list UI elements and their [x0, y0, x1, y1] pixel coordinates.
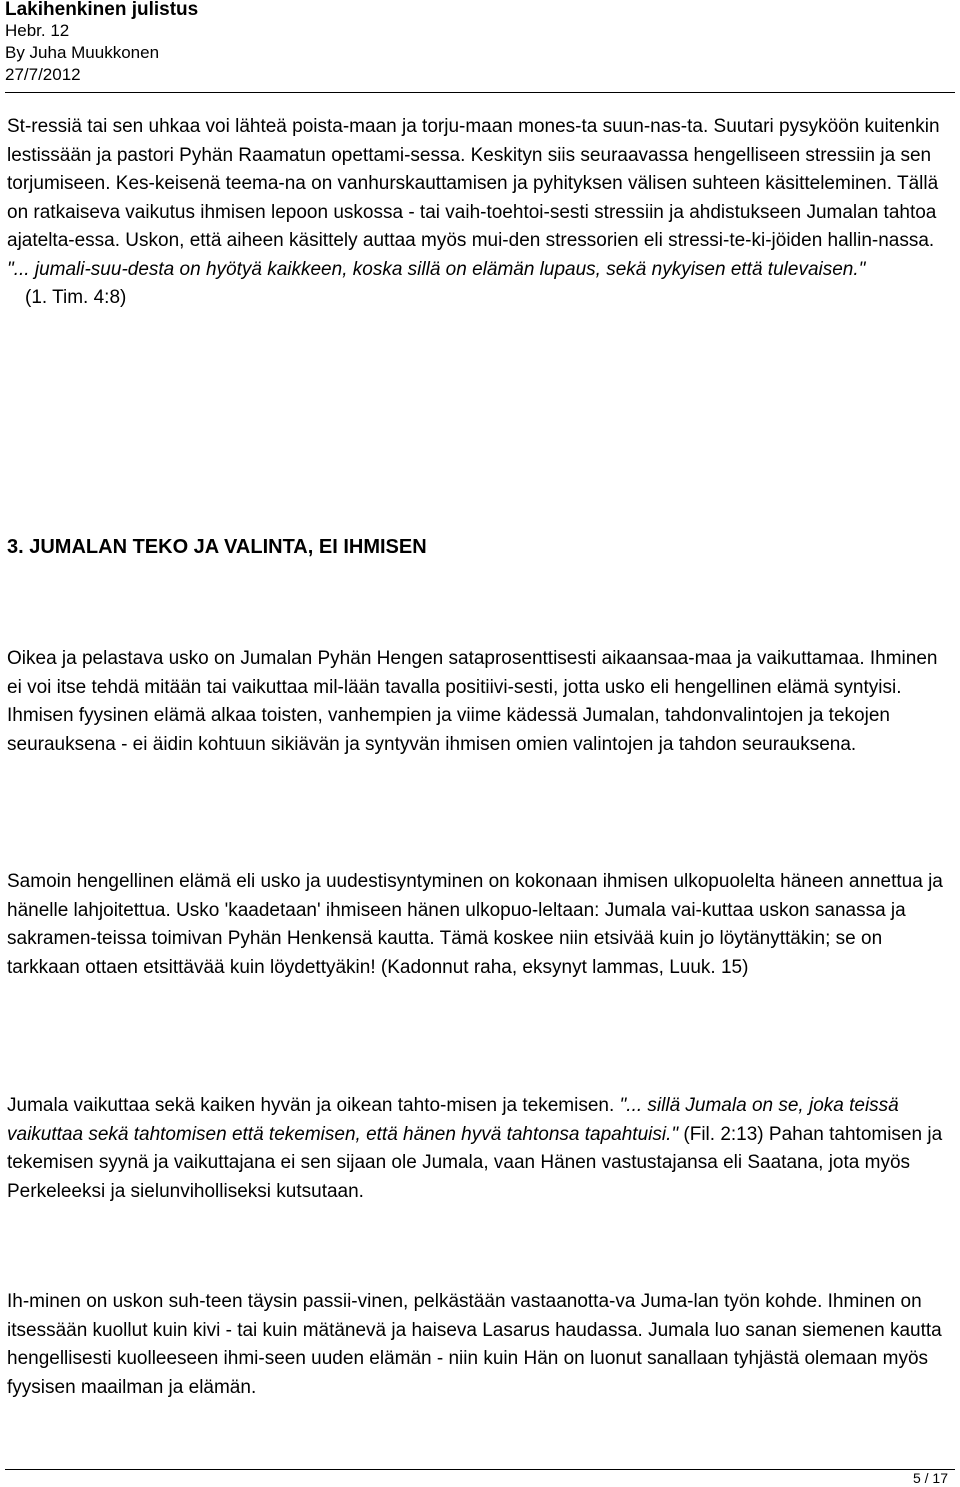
- paragraph-god-works: [7, 1092, 955, 1206]
- document-title: Lakihenkinen julistus: [5, 0, 199, 20]
- paragraph-text: (Fil. 2:13) Pahan tahtomisen ja tekemisen syynä ja vaikuttajana ei sen sijaan ole Jumala, vaan Hänen vastustajansa eli Saatana, jota myös Perkeleeksi ja sielunviholliseksi kutsutaan.: [7, 1123, 943, 1202]
- bible-reference: (1. Tim. 4:8): [25, 287, 127, 308]
- bible-quote: "... sillä Jumala on se, joka teissä vaikuttaa sekä tahtomisen että tekemisen, että hänen hyvä tahtonsa tapahtuisi.": [7, 1095, 899, 1145]
- scripture-reference: Hebr. 12: [5, 21, 70, 40]
- paragraph-text: Jumala vaikuttaa sekä kaiken hyvän ja oikean tahto-misen ja tekemisen.: [7, 1095, 620, 1116]
- paragraph-human-passive: Ih-minen on uskon suh-teen täysin passii-vinen, pelkästään vastaanotta-va Juma-lan työn kohde. Ihminen on itsessään kuollut kuin kivi - tai kuin mätänevä ja haiseva Lasarus haudassa. Jumala luo sanan siemenen kautta hengellisesti kuolleeseen ihmi-seen uuden elämän - niin kuin Hän on luonut sanallaan tyhjästä olemaan myös fyysisen maailman ja elämän.: [7, 1291, 942, 1398]
- publish-date: 27/7/2012: [5, 65, 81, 84]
- footer-divider: [5, 1469, 955, 1470]
- paragraph-spiritual-life: Samoin hengellinen elämä eli usko ja uudestisyntyminen on kokonaan ihmisen ulkopuolelta häneen annettua ja hänelle lahjoitettua. Usko 'kaadetaan' ihmiseen hänen ulkopuo-leltaan: Jumala vai-kuttaa uskon sanassa ja sakramen-teissa toimivan Pyhän Henkensä kautta. Tämä koskee niin etsivää kuin jo löytänyttäkin; se on tarkkaan ottaen etsittävää kuin löydettyäkin! (Kadonnut raha, eksynyt lammas, Luuk. 15): [7, 871, 943, 978]
- author-line: By Juha Muukkonen: [5, 43, 160, 62]
- bible-quote: "... jumali-suu-desta on hyötyä kaikkeen, koska sillä on elämän lupaus, sekä nykyisen että tulevaisen.": [7, 258, 866, 280]
- paragraph-true-faith: Oikea ja pelastava usko on Jumalan Pyhän Hengen sataprosenttisesti aikaansaa-maa ja vaikuttamaa. Ihminen ei voi itse tehdä mitään tai vaikuttaa mil-lään tavalla positiivi-sesti, jotta usko eli hengellinen elämä syntyisi. Ihmisen fyysinen elämä alkaa toisten, vanhempien ja viime kädessä Jumalan, tahdonvalintojen ja tekojen seurauksena - ei äidin kohtuun sikiävän ja syntyvän ihmisen omien valintojen ja tahdon seurauksena.: [7, 648, 938, 755]
- paragraph-stress-intro: [7, 113, 955, 313]
- paragraph-text: St-ressiä tai sen uhkaa voi lähteä poista-maan ja torju-maan mones-ta suun-nas-ta. Suutari pysyköön kuitenkin lestissään ja pastori Pyhän Raamatun opettami-sessa. Keskityn siis seuraavassa hengelliseen stressiin ja sen torjumiseen. Kes-keisenä teema-na on vanhurskauttamisen ja pyhityksen välisen suhteen käsitteleminen. Tällä on ratkaiseva vaikutus ihmisen lepoon uskossa - tai vaih-toehtoi-sesti stressiin ja ahdistukseen Jumalan tahtoa ajatelta-essa. Uskon, että aiheen käsittely auttaa myös mui-den stressorien eli stressi-te-ki-jöiden hallin-nassa.: [7, 116, 940, 251]
- section-heading: 3. JUMALAN TEKO JA VALINTA, EI IHMISEN: [7, 536, 427, 558]
- page-number: 5 / 17: [912, 1470, 948, 1486]
- header-divider: [5, 92, 955, 93]
- document-header: [5, 0, 955, 86]
